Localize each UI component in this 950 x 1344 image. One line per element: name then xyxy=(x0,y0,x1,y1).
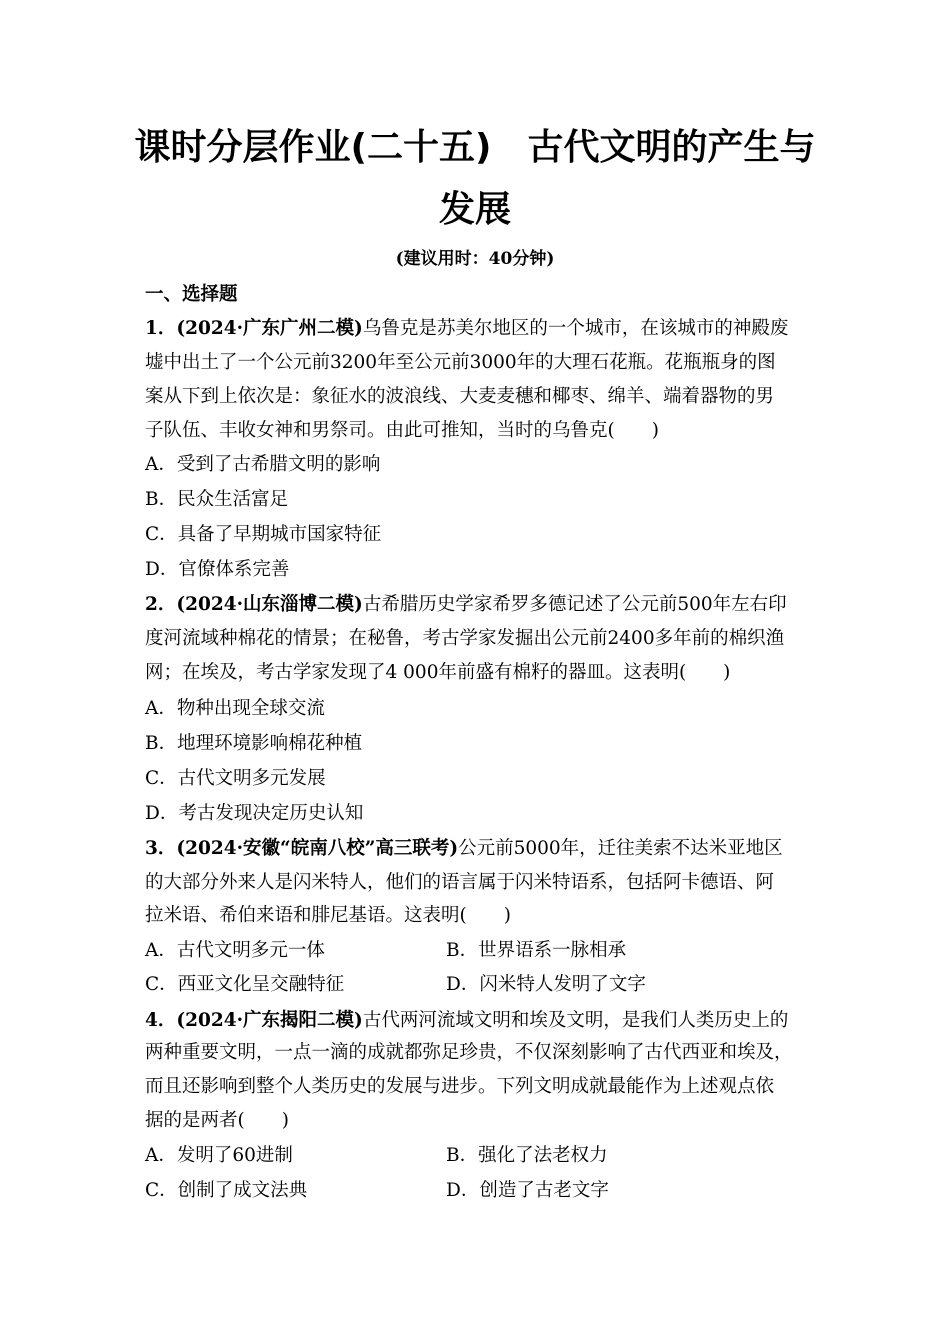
question-3-text: 公元前5000年，迁往美索不达米亚地区 xyxy=(458,838,783,859)
question-2-option-b[interactable]: B．地理环境影响棉花种植 xyxy=(145,733,363,754)
suggested-time: (建议用时：40分钟) xyxy=(395,249,555,269)
question-3-option-a[interactable]: A．古代文明多元一体 xyxy=(145,940,325,961)
question-4-line-3: 而且还影响到整个人类历史的发展与进步。下列文明成就最能作为上述观点依 xyxy=(145,1076,775,1097)
question-4-option-d[interactable]: D．创造了古老文字 xyxy=(446,1180,609,1201)
question-3-line-2: 的大部分外来人是闪米特人，他们的语言属于闪米特语系，包括阿卡德语、阿 xyxy=(145,872,775,893)
question-3-source: 3．(2024·安徽“皖南八校”高三联考) xyxy=(145,838,459,859)
question-1-line-2: 墟中出土了一个公元前3200年至公元前3000年的大理石花瓶。花瓶瓶身的图 xyxy=(145,352,776,373)
question-4-text: 古代两河流域文明和埃及文明，是我们人类历史上的 xyxy=(362,1010,789,1031)
question-4-line-4: 据的是两者( ) xyxy=(145,1110,289,1131)
question-1-line-3: 案从下到上依次是：象征水的波浪线、大麦麦穗和椰枣、绵羊、端着器物的男 xyxy=(145,386,775,407)
question-4-line-1 xyxy=(145,1008,788,1034)
question-4-source: 4．(2024·广东揭阳二模) xyxy=(145,1010,363,1031)
question-3-option-d[interactable]: D．闪米特人发明了文字 xyxy=(446,974,646,995)
question-1-option-a[interactable]: A．受到了古希腊文明的影响 xyxy=(145,454,381,475)
question-4-line-2: 两种重要文明，一点一滴的成就都弥足珍贵，不仅深刻影响了古代西亚和埃及， xyxy=(145,1042,793,1063)
question-2-line-3: 网；在埃及，考古学家发现了4 000年前盛有棉籽的器皿。这表明( ) xyxy=(145,662,731,683)
question-1-source: 1．(2024·广东广州二模) xyxy=(145,318,363,339)
question-2-text: 古希腊历史学家希罗多德记述了公元前500年左右印 xyxy=(362,594,787,615)
page-title-line-2: 发展 xyxy=(438,189,511,230)
question-1-option-b[interactable]: B．民众生活富足 xyxy=(145,489,289,510)
question-2-option-d[interactable]: D．考古发现决定历史认知 xyxy=(145,803,364,824)
question-2-line-2: 度河流域种棉花的情景；在秘鲁，考古学家发掘出公元前2400多年前的棉织渔 xyxy=(145,628,785,649)
section-heading: 一、选择题 xyxy=(145,284,238,305)
question-3-option-c[interactable]: C．西亚文化呈交融特征 xyxy=(145,974,345,995)
question-1-text: 乌鲁克是苏美尔地区的一个城市，在该城市的神殿废 xyxy=(362,318,789,339)
question-4-option-a[interactable]: A．发明了60进制 xyxy=(145,1145,293,1166)
question-1-option-d[interactable]: D．官僚体系完善 xyxy=(145,559,290,580)
question-2-source: 2．(2024·山东淄博二模) xyxy=(145,594,363,615)
question-1-line-4: 子队伍、丰收女神和男祭司。由此可推知，当时的乌鲁克( ) xyxy=(145,420,659,441)
question-2-option-a[interactable]: A．物种出现全球交流 xyxy=(145,698,325,719)
question-3-option-b[interactable]: B．世界语系一脉相承 xyxy=(446,940,627,961)
question-4-option-c[interactable]: C．创制了成文法典 xyxy=(145,1180,308,1201)
question-2-option-c[interactable]: C．古代文明多元发展 xyxy=(145,768,326,789)
page-title-line-1: 课时分层作业(二十五) 古代文明的产生与 xyxy=(134,127,816,168)
question-4-option-b[interactable]: B．强化了法老权力 xyxy=(446,1145,608,1166)
question-3-line-3: 拉米语、希伯来语和腓尼基语。这表明( ) xyxy=(145,905,511,926)
question-1-line-1 xyxy=(145,316,788,342)
question-3-line-1 xyxy=(145,836,783,862)
question-1-option-c[interactable]: C．具备了早期城市国家特征 xyxy=(145,524,382,545)
question-2-line-1 xyxy=(145,592,787,618)
